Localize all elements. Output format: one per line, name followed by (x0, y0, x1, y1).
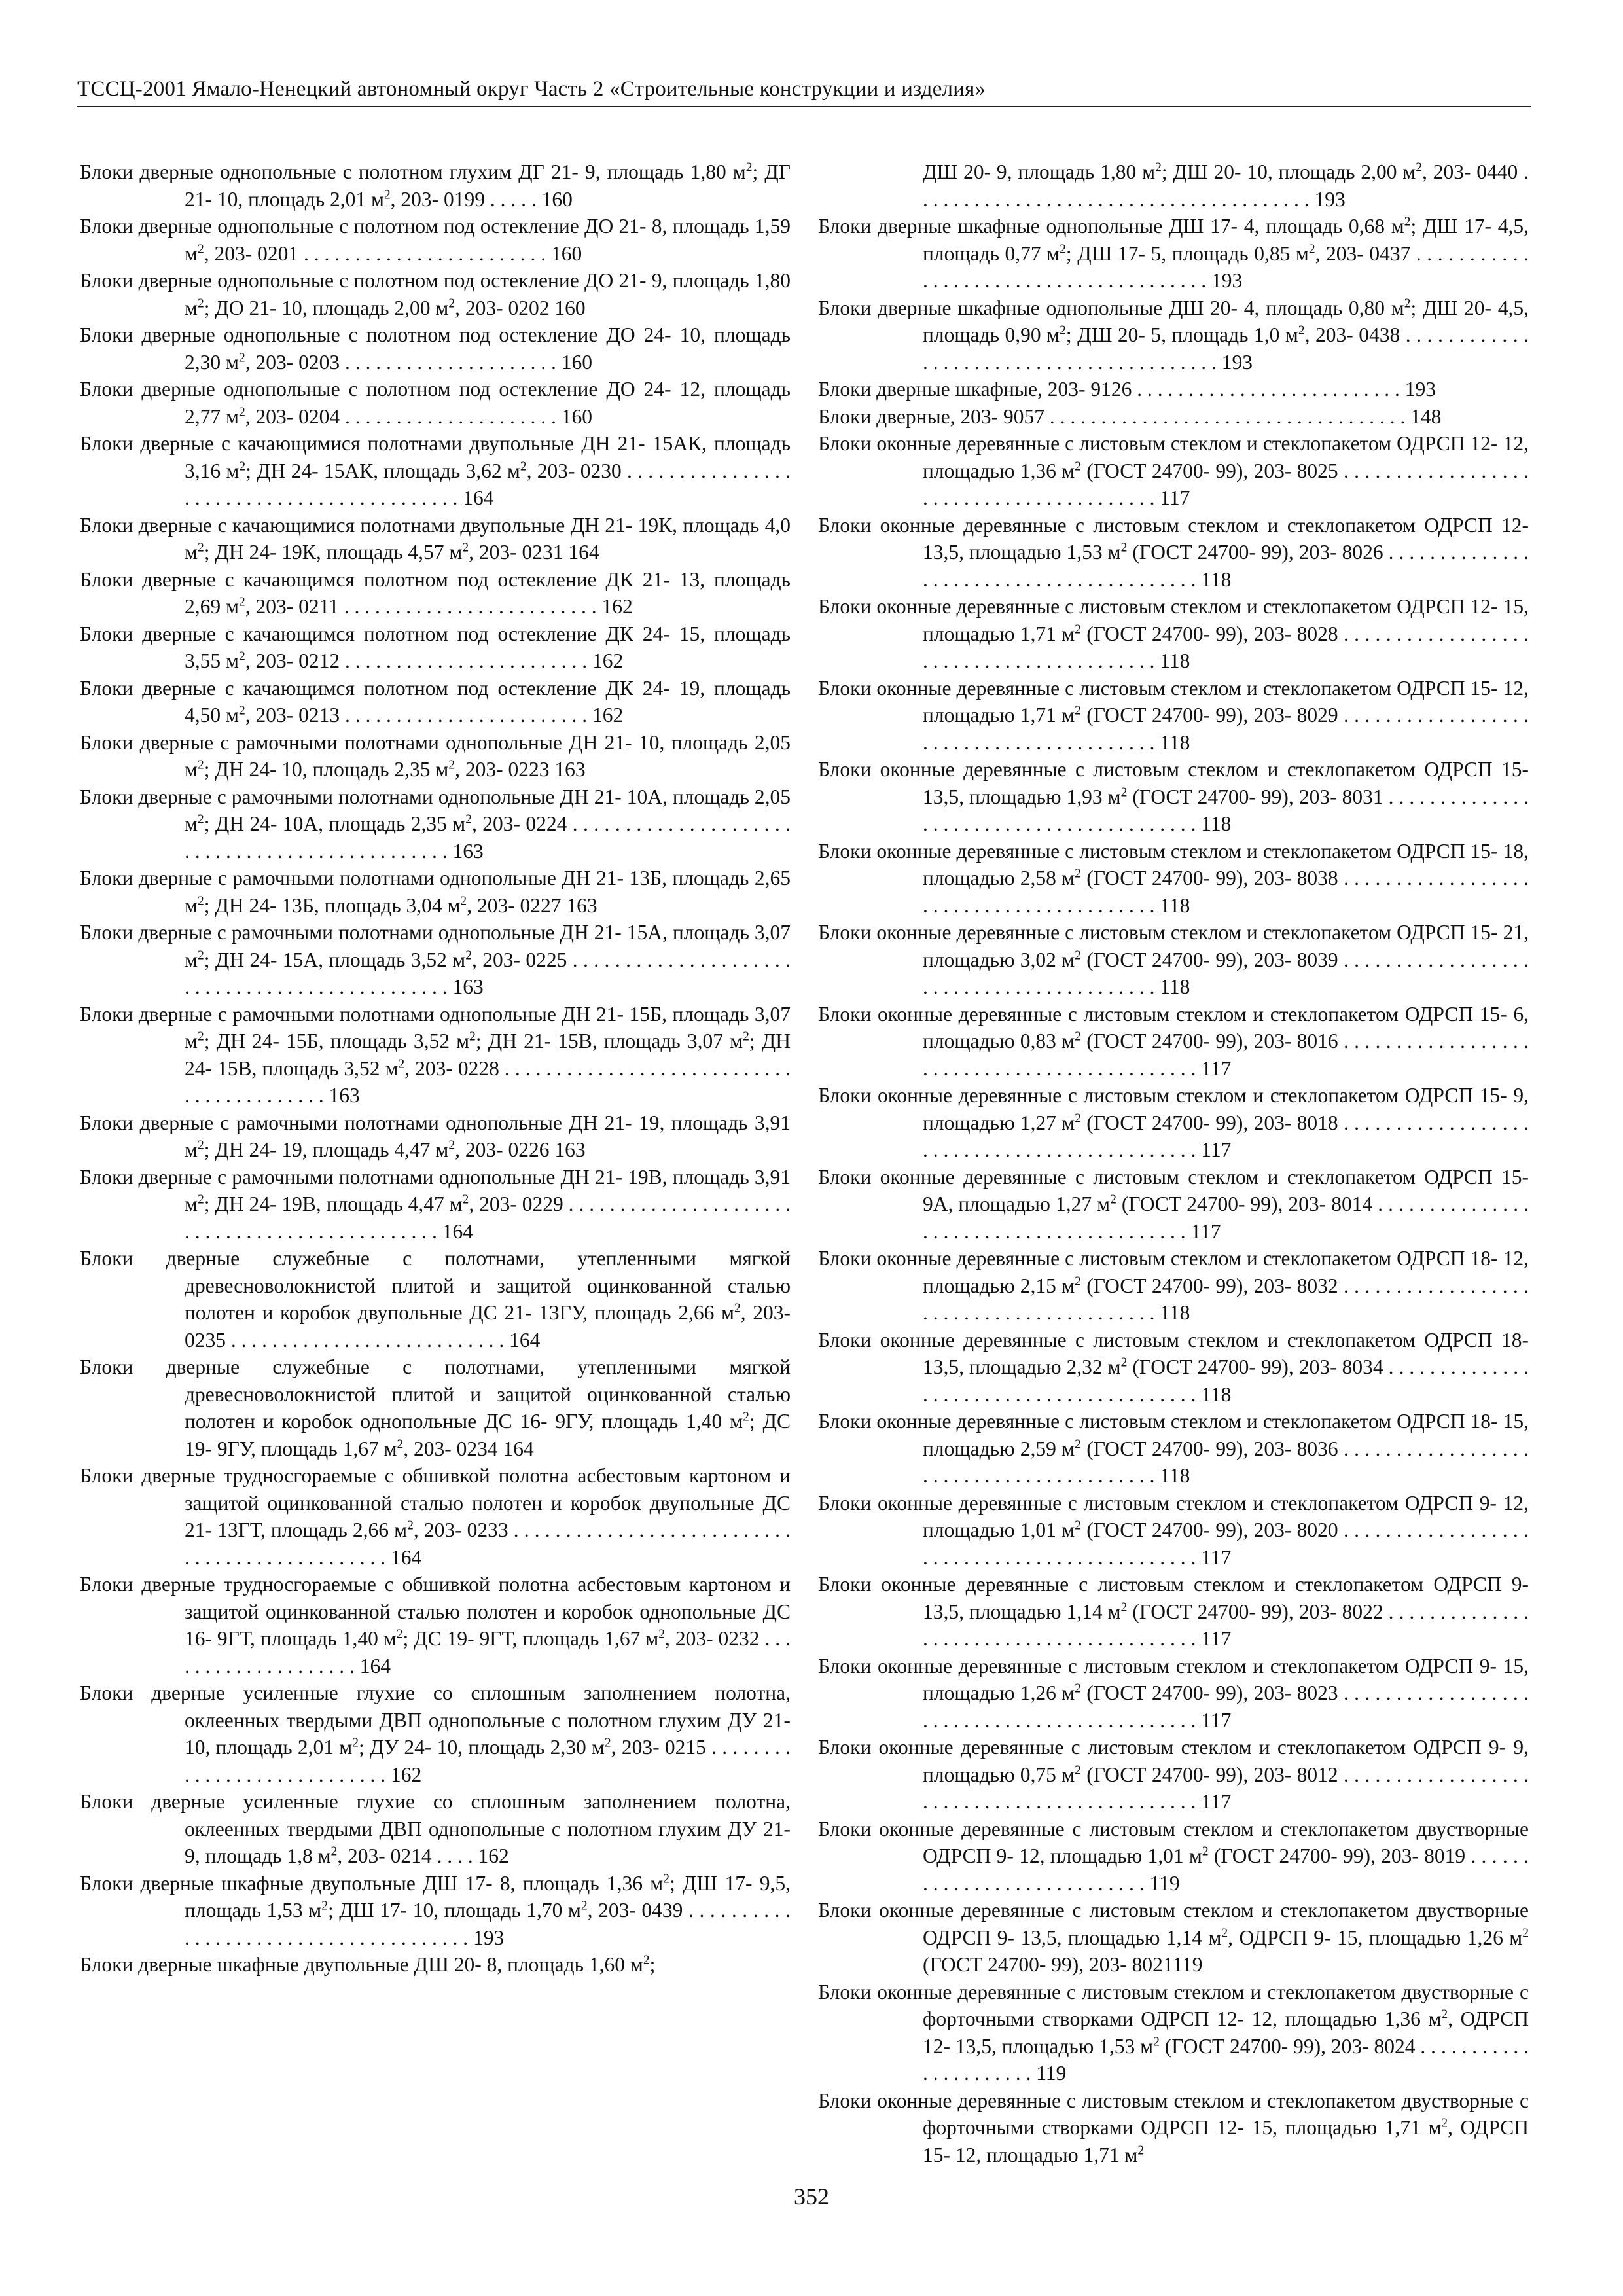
index-entry: Блоки дверные трудносгораемые с обшивкой полотна асбестовым картоном и защитой оцинкованной сталью полотен и коробок двупольные ДС 21- 13ГТ, площадь 2,66 $м^2$, 203- 0233 . . . . . . . . . . . . . . . . . . . . . . . . . . . . . . . . . . . . . . . . . . . . . . . 164 (80, 1464, 791, 1569)
index-entry: Блоки дверные с качающимися полотнами двупольные ДН 21- 19К, площадь 4,0 $м^2$; ДН 24- 19К, площадь 4,57 $м^2$, 203- 0231 164 (80, 513, 791, 564)
index-entry: Блоки оконные деревянные с листовым стеклом и стеклопакетом ОДРСП 15- 18, площадью 2,58 $м^2$ (ГОСТ 24700- 99), 203- 8038 . . . . . . . . . . . . . . . . . . . . . . . . . . . . . . . . . . . . . . . . . 118 (818, 839, 1529, 917)
index-entry: Блоки оконные деревянные с листовым стеклом и стеклопакетом ОДРСП 15- 12, площадью 1,71 $м^2$ (ГОСТ 24700- 99), 203- 8029 . . . . . . . . . . . . . . . . . . . . . . . . . . . . . . . . . . . . . . . . . 118 (818, 676, 1529, 754)
index-entry: Блоки оконные деревянные с листовым стеклом и стеклопакетом ОДРСП 9- 13,5, площадью 1,14 $м^2$ (ГОСТ 24700- 99), 203- 8022 . . . . . . . . . . . . . . . . . . . . . . . . . . . . . . . . . . . . . . . . . 117 (818, 1573, 1529, 1650)
index-entry: Блоки дверные с рамочными полотнами однопольные ДН 21- 10, площадь 2,05 $м^2$; ДН 24- 10, площадь 2,35 $м^2$, 203- 0223 163 (80, 730, 791, 781)
index-entry: Блоки оконные деревянные с листовым стеклом и стеклопакетом ОДРСП 9- 15, площадью 1,26 $м^2$ (ГОСТ 24700- 99), 203- 8023 . . . . . . . . . . . . . . . . . . . . . . . . . . . . . . . . . . . . . . . . . . . . . 117 (818, 1654, 1529, 1732)
index-entry: Блоки дверные усиленные глухие со сплошным заполнением полотна, оклеенных твердыми ДВП однопольные с полотном глухим ДУ 21- 10, площадь 2,01 $м^2$; ДУ 24- 10, площадь 2,30 $м^2$, 203- 0215 . . . . . . . . . . . . . . . . . . . . . . . . . . . . 162 (80, 1681, 791, 1786)
index-entry: Блоки дверные с рамочными полотнами однопольные ДН 21- 19В, площадь 3,91 $м^2$; ДН 24- 19В, площадь 4,47 $м^2$, 203- 0229 . . . . . . . . . . . . . . . . . . . . . . . . . . . . . . . . . . . . . . . . . . . . . . . 164 (80, 1165, 791, 1243)
index-entry: Блоки дверные шкафные двупольные ДШ 20- 8, площадь 1,60 $м^2$; (80, 1953, 656, 1976)
index-entry: Блоки дверные с рамочными полотнами однопольные ДН 21- 19, площадь 3,91 $м^2$; ДН 24- 19, площадь 4,47 $м^2$, 203- 0226 163 (80, 1111, 791, 1161)
index-entry: Блоки дверные служебные с полотнами, утепленными мягкой древесноволокнистой плитой и защитой оцинкованной сталью полотен и коробок двупольные ДС 21- 13ГУ, площадь 2,66 $м^2$, 203- 0235 . . . . . . . . . . . . . . . . . . . . . . . . . . . 164 (80, 1247, 791, 1352)
index-entry: Блоки оконные деревянные с листовым стеклом и стеклопакетом ОДРСП 18- 15, площадью 2,59 $м^2$ (ГОСТ 24700- 99), 203- 8036 . . . . . . . . . . . . . . . . . . . . . . . . . . . . . . . . . . . . . . . . . 118 (818, 1410, 1529, 1487)
index-entry: Блоки оконные деревянные с листовым стеклом и стеклопакетом ОДРСП 12- 13,5, площадью 1,53 $м^2$ (ГОСТ 24700- 99), 203- 8026 . . . . . . . . . . . . . . . . . . . . . . . . . . . . . . . . . . . . . . . . . 118 (818, 513, 1529, 591)
index-entry: Блоки дверные с качающимся полотном под остекление ДК 21- 13, площадь 2,69 $м^2$, 203- 0211 . . . . . . . . . . . . . . . . . . . . . . . . . 162 (80, 567, 791, 618)
index-entry: Блоки оконные деревянные с листовым стеклом и стеклопакетом ОДРСП 9- 9, площадью 0,75 $м^2$ (ГОСТ 24700- 99), 203- 8012 . . . . . . . . . . . . . . . . . . . . . . . . . . . . . . . . . . . . . . . . . . . . . 117 (818, 1736, 1529, 1813)
index-entry: Блоки оконные деревянные с листовым стеклом и стеклопакетом ОДРСП 12- 15, площадью 1,71 $м^2$ (ГОСТ 24700- 99), 203- 8028 . . . . . . . . . . . . . . . . . . . . . . . . . . . . . . . . . . . . . . . . . 118 (818, 595, 1529, 672)
index-entry: Блоки дверные однопольные с полотном под остекление ДО 21- 8, площадь 1,59 $м^2$, 203- 0201 . . . . . . . . . . . . . . . . . . . . . . . . 160 (80, 215, 791, 265)
page-number: 352 (794, 2183, 829, 2210)
index-entry: Блоки оконные деревянные с листовым стеклом и стеклопакетом двустворные ОДРСП 9- 13,5, площадью 1,14 $м^2$, ОДРСП 9- 15, площадью 1,26 $м^2$ (ГОСТ 24700- 99), 203- 8021119 (818, 1899, 1529, 1976)
index-entry: Блоки дверные однопольные с полотном глухим ДГ 21- 9, площадь 1,80 $м^2$; ДГ 21- 10, площадь 2,01 $м^2$, 203- 0199 . . . . . 160 (80, 160, 791, 211)
index-entry: Блоки дверные шкафные, 203- 9126 . . . . . . . . . . . . . . . . . . . . . . . . . . 193 (818, 378, 1436, 401)
index-entry: Блоки дверные, 203- 9057 . . . . . . . . . . . . . . . . . . . . . . . . . . . . . . . . . . . 148 (818, 404, 1442, 428)
index-entry: Блоки оконные деревянные с листовым стеклом и стеклопакетом ОДРСП 9- 12, площадью 1,01 $м^2$ (ГОСТ 24700- 99), 203- 8020 . . . . . . . . . . . . . . . . . . . . . . . . . . . . . . . . . . . . . . . . . . . . . 117 (818, 1491, 1529, 1569)
index-entry: Блоки оконные деревянные с листовым стеклом и стеклопакетом двустворные с форточными створками ОДРСП 12- 15, площадью 1,71 $м^2$, ОДРСП 15- 12, площадью 1,71 $м^2$ (818, 2089, 1529, 2166)
index-entry: Блоки дверные с качающимися полотнами двупольные ДН 21- 15АК, площадь 3,16 $м^2$; ДН 24- 15АК, площадь 3,62 $м^2$, 203- 0230 . . . . . . . . . . . . . . . . . . . . . . . . . . . . . . . . . . . . . . . . . . . 164 (80, 432, 791, 509)
index-entry: Блоки дверные однопольные с полотном под остекление ДО 24- 12, площадь 2,77 $м^2$, 203- 0204 . . . . . . . . . . . . . . . . . . . . . 160 (80, 378, 791, 428)
index-entry: Блоки оконные деревянные с листовым стеклом и стеклопакетом ОДРСП 15- 21, площадью 3,02 $м^2$ (ГОСТ 24700- 99), 203- 8039 . . . . . . . . . . . . . . . . . . . . . . . . . . . . . . . . . . . . . . . . . 118 (818, 921, 1529, 998)
index-entry: Блоки дверные с качающимся полотном под остекление ДК 24- 19, площадь 4,50 $м^2$, 203- 0213 . . . . . . . . . . . . . . . . . . . . . . . . 162 (80, 676, 791, 726)
index-column-left (80, 158, 791, 1979)
index-entry-continuation: ДШ 20- 9, площадь 1,80 $м^2$; ДШ 20- 10, площадь 2,00 $м^2$, 203- 0440 . . . . . . . . . . . . . . . . . . . . . . . . . . . . . . . . . . . . . . . 193 (923, 160, 1529, 211)
index-entry: Блоки оконные деревянные с листовым стеклом и стеклопакетом двустворные ОДРСП 9- 12, площадью 1,01 $м^2$ (ГОСТ 24700- 99), 203- 8019 . . . . . . . . . . . . . . . . . . . . . . . . . . . . 119 (818, 1817, 1529, 1895)
index-entry: Блоки оконные деревянные с листовым стеклом и стеклопакетом ОДРСП 15- 9А, площадью 1,27 $м^2$ (ГОСТ 24700- 99), 203- 8014 . . . . . . . . . . . . . . . . . . . . . . . . . . . . . . . . . . . . . . . . . 117 (818, 1165, 1529, 1243)
page-header: ТССЦ-2001 Ямало-Ненецкий автономный округ Часть 2 «Строительные конструкции и изделия» (77, 77, 986, 101)
index-entry: Блоки оконные деревянные с листовым стеклом и стеклопакетом ОДРСП 15- 6, площадью 0,83 $м^2$ (ГОСТ 24700- 99), 203- 8016 . . . . . . . . . . . . . . . . . . . . . . . . . . . . . . . . . . . . . . . . . . . . . 117 (818, 1002, 1529, 1080)
index-column-right (818, 158, 1529, 2168)
index-entry: Блоки оконные деревянные с листовым стеклом и стеклопакетом ОДРСП 15- 13,5, площадью 1,93 $м^2$ (ГОСТ 24700- 99), 203- 8031 . . . . . . . . . . . . . . . . . . . . . . . . . . . . . . . . . . . . . . . . . 118 (818, 758, 1529, 835)
index-entry: Блоки дверные трудносгораемые с обшивкой полотна асбестовым картоном и защитой оцинкованной сталью полотен и коробок однопольные ДС 16- 9ГТ, площадь 1,40 $м^2$; ДС 19- 9ГТ, площадь 1,67 $м^2$, 203- 0232 . . . . . . . . . . . . . . . . . . . . 164 (80, 1573, 791, 1677)
index-entry: Блоки оконные деревянные с листовым стеклом и стеклопакетом двустворные с форточными створками ОДРСП 12- 12, площадью 1,36 $м^2$, ОДРСП 12- 13,5, площадью 1,53 $м^2$ (ГОСТ 24700- 99), 203- 8024 . . . . . . . . . . . . . . . . . . . . . . 119 (818, 1980, 1529, 2085)
index-entry: Блоки дверные однопольные с полотном под остекление ДО 24- 10, площадь 2,30 $м^2$, 203- 0203 . . . . . . . . . . . . . . . . . . . . . 160 (80, 323, 791, 374)
index-entry: Блоки оконные деревянные с листовым стеклом и стеклопакетом ОДРСП 12- 12, площадью 1,36 $м^2$ (ГОСТ 24700- 99), 203- 8025 . . . . . . . . . . . . . . . . . . . . . . . . . . . . . . . . . . . . . . . . . 117 (818, 432, 1529, 509)
index-entry: Блоки дверные однопольные с полотном под остекление ДО 21- 9, площадь 1,80 $м^2$; ДО 21- 10, площадь 2,00 $м^2$, 203- 0202 160 (80, 269, 791, 319)
index-entry: Блоки дверные с рамочными полотнами однопольные ДН 21- 15А, площадь 3,07 $м^2$; ДН 24- 15А, площадь 3,52 $м^2$, 203- 0225 . . . . . . . . . . . . . . . . . . . . . . . . . . . . . . . . . . . . . . . . . . . . . . . 163 (80, 921, 791, 998)
index-entry: Блоки дверные служебные с полотнами, утепленными мягкой древесноволокнистой плитой и защитой оцинкованной сталью полотен и коробок однопольные ДС 16- 9ГУ, площадь 1,40 $м^2$; ДС 19- 9ГУ, площадь 1,67 $м^2$, 203- 0234 164 (80, 1355, 791, 1460)
index-entry: Блоки дверные с качающимся полотном под остекление ДК 24- 15, площадь 3,55 $м^2$, 203- 0212 . . . . . . . . . . . . . . . . . . . . . . . . 162 (80, 622, 791, 672)
index-entry: Блоки дверные с рамочными полотнами однопольные ДН 21- 13Б, площадь 2,65 $м^2$; ДН 24- 13Б, площадь 3,04 $м^2$, 203- 0227 163 (80, 867, 791, 917)
index-entry: Блоки дверные шкафные двупольные ДШ 17- 8, площадь 1,36 $м^2$; ДШ 17- 9,5, площадь 1,53 $м^2$; ДШ 17- 10, площадь 1,70 $м^2$, 203- 0439 . . . . . . . . . . . . . . . . . . . . . . . . . . . . . . . . . . . . . . 193 (80, 1871, 791, 1949)
header-rule (77, 106, 1531, 107)
index-entry: Блоки оконные деревянные с листовым стеклом и стеклопакетом ОДРСП 15- 9, площадью 1,27 $м^2$ (ГОСТ 24700- 99), 203- 8018 . . . . . . . . . . . . . . . . . . . . . . . . . . . . . . . . . . . . . . . . . . . . . 117 (818, 1084, 1529, 1161)
index-entry: Блоки дверные шкафные однопольные ДШ 17- 4, площадь 0,68 $м^2$; ДШ 17- 4,5, площадь 0,77 $м^2$; ДШ 17- 5, площадь 0,85 $м^2$, 203- 0437 . . . . . . . . . . . . . . . . . . . . . . . . . . . . . . . . . . . . . . . 193 (818, 215, 1529, 292)
index-entry: Блоки дверные шкафные однопольные ДШ 20- 4, площадь 0,80 $м^2$; ДШ 20- 4,5, площадь 0,90 $м^2$; ДШ 20- 5, площадь 1,0 $м^2$, 203- 0438 . . . . . . . . . . . . . . . . . . . . . . . . . . . . . . . . . . . . . . . . . 193 (818, 296, 1529, 374)
index-entry: Блоки дверные с рамочными полотнами однопольные ДН 21- 15Б, площадь 3,07 $м^2$; ДН 24- 15Б, площадь 3,52 $м^2$; ДН 21- 15В, площадь 3,07 $м^2$; ДН 24- 15В, площадь 3,52 $м^2$, 203- 0228 . . . . . . . . . . . . . . . . . . . . . . . . . . . . . . . . . . . . . . . . . . 163 (80, 1002, 791, 1107)
index-entry: Блоки дверные с рамочными полотнами однопольные ДН 21- 10А, площадь 2,05 $м^2$; ДН 24- 10А, площадь 2,35 $м^2$, 203- 0224 . . . . . . . . . . . . . . . . . . . . . . . . . . . . . . . . . . . . . . . . . . . . . . . 163 (80, 785, 791, 863)
index-entry: Блоки оконные деревянные с листовым стеклом и стеклопакетом ОДРСП 18- 13,5, площадью 2,32 $м^2$ (ГОСТ 24700- 99), 203- 8034 . . . . . . . . . . . . . . . . . . . . . . . . . . . . . . . . . . . . . . . . . 118 (818, 1328, 1529, 1406)
index-entry: Блоки дверные усиленные глухие со сплошным заполнением полотна, оклеенных твердыми ДВП однопольные с полотном глухим ДУ 21- 9, площадь 1,8 $м^2$, 203- 0214 . . . . 162 (80, 1790, 791, 1867)
index-entry: Блоки оконные деревянные с листовым стеклом и стеклопакетом ОДРСП 18- 12, площадью 2,15 $м^2$ (ГОСТ 24700- 99), 203- 8032 . . . . . . . . . . . . . . . . . . . . . . . . . . . . . . . . . . . . . . . . . 118 (818, 1247, 1529, 1324)
